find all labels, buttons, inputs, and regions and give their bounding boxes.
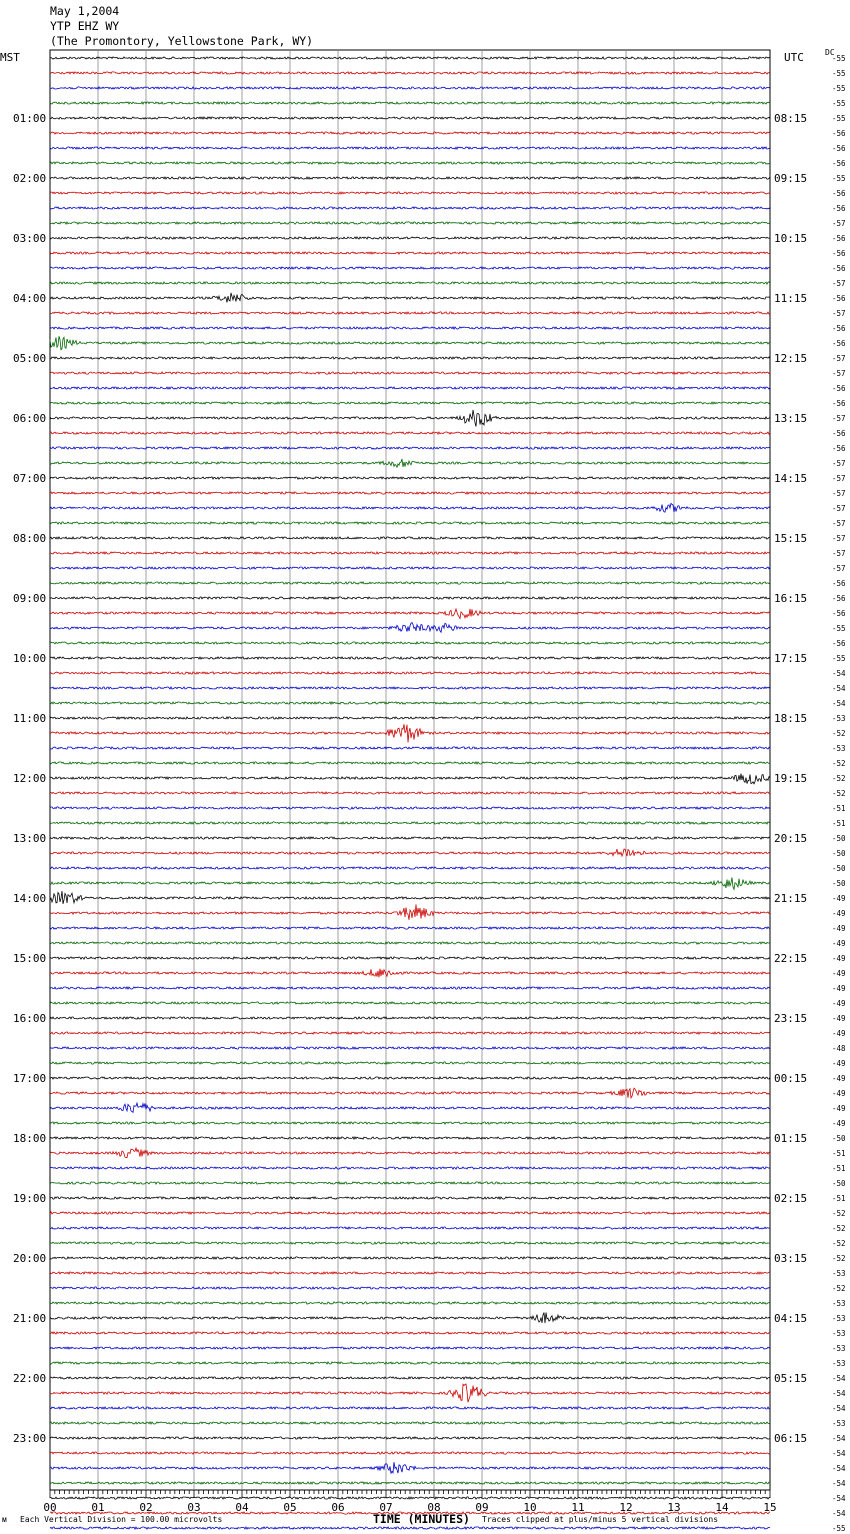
x-tick-label: 04 (235, 1501, 249, 1514)
dc-offset-label: -57 (832, 414, 846, 423)
trace-line (50, 102, 770, 104)
mst-hour-label: 11:00 (13, 712, 47, 725)
trace-line (50, 1257, 770, 1259)
trace-line (50, 1272, 770, 1274)
dc-offset-label: -55 (832, 1524, 846, 1533)
dc-offset-label: -56 (832, 609, 846, 618)
mst-hour-label: 21:00 (13, 1312, 47, 1325)
dc-offset-label: -53 (832, 1314, 846, 1323)
dc-offset-label: -54 (832, 1449, 846, 1458)
dc-offset-label: -56 (832, 294, 846, 303)
dc-offset-label: -49 (832, 1014, 846, 1023)
trace-line (50, 132, 770, 134)
dc-offset-label: -57 (832, 309, 846, 318)
utc-hour-label: 23:15 (774, 1012, 808, 1025)
footer-mark: ᴍ (2, 1515, 7, 1524)
dc-offset-label: -56 (832, 639, 846, 648)
trace-line (50, 1332, 770, 1334)
trace-line (50, 402, 770, 404)
utc-hour-label: 01:15 (774, 1132, 808, 1145)
trace-line (50, 252, 770, 254)
trace-line (50, 1462, 770, 1473)
trace-line (50, 1182, 770, 1184)
dc-offset-label: -54 (832, 1389, 846, 1398)
dc-offset-label: -56 (832, 204, 846, 213)
utc-hour-label: 18:15 (774, 712, 808, 725)
dc-offset-label: -54 (832, 1434, 846, 1443)
dc-offset-label: -52 (832, 759, 846, 768)
trace-line (50, 687, 770, 689)
trace-line (50, 372, 770, 374)
trace-line (50, 567, 770, 569)
dc-offset-label: -57 (832, 354, 846, 363)
trace-line (50, 357, 770, 359)
dc-offset-label: -54 (832, 1374, 846, 1383)
dc-offset-label: -56 (832, 159, 846, 168)
trace-line (50, 1437, 770, 1439)
trace-line (50, 1077, 770, 1079)
mst-hour-label: 05:00 (13, 352, 47, 365)
dc-offset-label: -53 (832, 1269, 846, 1278)
trace-line (50, 702, 770, 704)
utc-hour-label: 13:15 (774, 412, 808, 425)
dc-offset-label: -54 (832, 669, 846, 678)
dc-offset-label: -54 (832, 1494, 846, 1503)
trace-line (50, 1377, 770, 1379)
trace-line (50, 822, 770, 824)
utc-hour-label: 12:15 (774, 352, 808, 365)
trace-line (50, 792, 770, 794)
utc-hour-label: 22:15 (774, 952, 808, 965)
trace-line (50, 1122, 770, 1124)
trace-line (50, 192, 770, 194)
mst-hour-label: 16:00 (13, 1012, 47, 1025)
dc-offset-label: -52 (832, 1209, 846, 1218)
mst-hour-label: 01:00 (13, 112, 47, 125)
trace-line (50, 1313, 770, 1324)
dc-offset-label: -57 (832, 459, 846, 468)
trace-line (50, 582, 770, 584)
dc-offset-label: -49 (832, 969, 846, 978)
dc-offset-label: -55 (832, 69, 846, 78)
mst-label: MST (0, 51, 20, 64)
dc-offset-label: -54 (832, 1479, 846, 1488)
trace-line (50, 432, 770, 434)
trace-line (50, 623, 770, 633)
mst-hour-label: 19:00 (13, 1192, 47, 1205)
dc-offset-label: -57 (832, 489, 846, 498)
dc-offset-label: -55 (832, 174, 846, 183)
dc-offset-label: -49 (832, 1104, 846, 1113)
mst-hour-label: 23:00 (13, 1432, 47, 1445)
dc-offset-label: -49 (832, 1059, 846, 1068)
dc-offset-label: -51 (832, 1149, 846, 1158)
trace-line (50, 327, 770, 329)
trace-line (50, 267, 770, 269)
trace-line (50, 927, 770, 929)
trace-line (50, 957, 770, 959)
trace-line (50, 477, 770, 479)
trace-line (50, 774, 770, 784)
mst-hour-label: 22:00 (13, 1372, 47, 1385)
dc-offset-label: -52 (832, 1284, 846, 1293)
trace-line (50, 1137, 770, 1139)
x-tick-label: 11 (571, 1501, 585, 1514)
dc-offset-label: -49 (832, 939, 846, 948)
utc-hour-label: 15:15 (774, 532, 808, 545)
x-tick-label: 07 (379, 1501, 393, 1514)
dc-offset-label: -56 (832, 324, 846, 333)
trace-line (50, 1017, 770, 1019)
utc-hour-label: 04:15 (774, 1312, 808, 1325)
dc-offset-label: -48 (832, 1044, 846, 1053)
trace-line (50, 849, 770, 856)
dc-offset-label: -53 (832, 714, 846, 723)
mst-hour-label: 17:00 (13, 1072, 47, 1085)
trace-line (50, 1062, 770, 1064)
mst-hour-label: 12:00 (13, 772, 47, 785)
mst-hour-label: 07:00 (13, 472, 47, 485)
trace-line (50, 1148, 770, 1158)
dc-offset-label: -54 (832, 1509, 846, 1518)
x-tick-label: 02 (139, 1501, 153, 1514)
dc-offset-label: -53 (832, 1329, 846, 1338)
trace-line (50, 724, 770, 742)
dc-offset-label: -52 (832, 729, 846, 738)
trace-line (50, 942, 770, 944)
trace-line (50, 522, 770, 524)
trace-line (50, 1422, 770, 1424)
dc-offset-label: -57 (832, 219, 846, 228)
trace-line (50, 672, 770, 674)
dc-offset-label: -56 (832, 144, 846, 153)
dc-offset-label: -56 (832, 234, 846, 243)
dc-offset-label: -54 (832, 1404, 846, 1413)
trace-line (50, 1088, 770, 1098)
utc-hour-label: 16:15 (774, 592, 808, 605)
x-tick-label: 08 (427, 1501, 441, 1514)
dc-offset-label: -56 (832, 444, 846, 453)
trace-line (50, 552, 770, 554)
dc-offset-label: -55 (832, 54, 846, 63)
utc-hour-label: 05:15 (774, 1372, 808, 1385)
x-tick-label: 00 (43, 1501, 57, 1514)
mst-hour-label: 20:00 (13, 1252, 47, 1265)
trace-line (50, 1362, 770, 1364)
dc-offset-label: -52 (832, 1224, 846, 1233)
dc-offset-label: -52 (832, 1239, 846, 1248)
dc-offset-label: -50 (832, 1179, 846, 1188)
trace-line (50, 969, 770, 978)
trace-line (50, 57, 770, 59)
station-label: YTP EHZ WY (50, 19, 120, 33)
trace-line (50, 1287, 770, 1289)
dc-offset-label: -49 (832, 924, 846, 933)
dc-offset-label: -53 (832, 744, 846, 753)
dc-offset-label: -56 (832, 384, 846, 393)
location-label: (The Promontory, Yellowstone Park, WY) (50, 34, 314, 48)
utc-hour-label: 20:15 (774, 832, 808, 845)
utc-label: UTC (784, 51, 804, 64)
dc-offset-label: -54 (832, 699, 846, 708)
x-tick-label: 01 (91, 1501, 105, 1514)
trace-line (50, 237, 770, 239)
utc-hour-label: 06:15 (774, 1432, 808, 1445)
trace-line (50, 747, 770, 749)
trace-line (50, 1452, 770, 1454)
trace-line (50, 657, 770, 659)
trace-line (50, 1302, 770, 1304)
utc-hour-label: 10:15 (774, 232, 808, 245)
trace-line (50, 492, 770, 494)
dc-offset-label: -56 (832, 249, 846, 258)
dc-offset-label: -51 (832, 819, 846, 828)
utc-hour-label: 19:15 (774, 772, 808, 785)
mst-hour-label: 10:00 (13, 652, 47, 665)
dc-offset-label: -49 (832, 999, 846, 1008)
trace-line (50, 1227, 770, 1229)
trace-line (50, 609, 770, 619)
trace-line (50, 762, 770, 764)
mst-hour-label: 06:00 (13, 412, 47, 425)
dc-offset-label: -56 (832, 399, 846, 408)
dc-offset-label: -57 (832, 549, 846, 558)
utc-hour-label: 11:15 (774, 292, 808, 305)
dc-offset-label: -57 (832, 519, 846, 528)
trace-line (50, 222, 770, 224)
mst-hour-label: 08:00 (13, 532, 47, 545)
x-tick-label: 15 (763, 1501, 777, 1514)
dc-offset-label: -55 (832, 654, 846, 663)
trace-line (50, 1032, 770, 1034)
x-axis-label: TIME (MINUTES) (373, 1512, 470, 1526)
trace-line (50, 717, 770, 719)
trace-line (50, 878, 770, 890)
mst-hour-label: 13:00 (13, 832, 47, 845)
trace-line (50, 1497, 770, 1499)
clip-note: Traces clipped at plus/minus 5 vertical divisions (482, 1515, 719, 1524)
utc-hour-label: 03:15 (774, 1252, 808, 1265)
dc-offset-label: -56 (832, 594, 846, 603)
trace-line (50, 447, 770, 449)
trace-line (50, 1347, 770, 1349)
date-label: May 1,2004 (50, 4, 120, 18)
dc-offset-label: -49 (832, 1119, 846, 1128)
dc-offset-label: -50 (832, 1134, 846, 1143)
trace-line (50, 1167, 770, 1169)
trace-line (50, 72, 770, 74)
trace-line (50, 904, 770, 919)
trace-line (50, 387, 770, 389)
dc-offset-label: -51 (832, 1194, 846, 1203)
trace-line (50, 1212, 770, 1214)
trace-line (50, 410, 770, 427)
dc-offset-label: -57 (832, 474, 846, 483)
dc-offset-label: -49 (832, 1074, 846, 1083)
dc-offset-label: -55 (832, 624, 846, 633)
dc-offset-label: -52 (832, 789, 846, 798)
dc-offset-label: -49 (832, 1089, 846, 1098)
scale-note: Each Vertical Division = 100.00 microvolts (20, 1515, 223, 1524)
trace-line (50, 293, 770, 303)
dc-offset-label: -53 (832, 1419, 846, 1428)
dc-offset-label: -49 (832, 909, 846, 918)
trace-line (50, 1103, 770, 1112)
trace-line (50, 1384, 770, 1402)
dc-offset-label: -50 (832, 879, 846, 888)
dc-offset-label: -55 (832, 84, 846, 93)
dc-offset-label: -53 (832, 1359, 846, 1368)
trace-line (50, 117, 770, 119)
dc-offset-label: -56 (832, 189, 846, 198)
x-tick-label: 09 (475, 1501, 489, 1514)
x-tick-label: 13 (667, 1501, 681, 1514)
dc-offset-label: -50 (832, 849, 846, 858)
utc-hour-label: 08:15 (774, 112, 808, 125)
x-tick-label: 10 (523, 1501, 537, 1514)
utc-hour-label: 14:15 (774, 472, 808, 485)
utc-hour-label: 21:15 (774, 892, 808, 905)
trace-line (50, 597, 770, 599)
mst-hour-label: 03:00 (13, 232, 47, 245)
dc-offset-label: -51 (832, 1164, 846, 1173)
dc-offset-label: -50 (832, 864, 846, 873)
dc-label: DC (825, 48, 835, 57)
trace-line (50, 837, 770, 839)
dc-offset-label: -50 (832, 834, 846, 843)
dc-offset-label: -57 (832, 534, 846, 543)
trace-line (50, 503, 770, 512)
dc-offset-label: -56 (832, 264, 846, 273)
dc-offset-label: -53 (832, 1299, 846, 1308)
x-tick-label: 06 (331, 1501, 345, 1514)
dc-offset-label: -53 (832, 1344, 846, 1353)
trace-line (50, 312, 770, 314)
dc-offset-label: -49 (832, 1029, 846, 1038)
trace-line (50, 177, 770, 179)
mst-hour-label: 02:00 (13, 172, 47, 185)
trace-line (50, 537, 770, 539)
trace-line (50, 282, 770, 284)
dc-offset-label: -57 (832, 279, 846, 288)
x-tick-label: 14 (715, 1501, 729, 1514)
dc-offset-label: -49 (832, 894, 846, 903)
trace-line (50, 642, 770, 644)
trace-line (50, 207, 770, 209)
trace-line (50, 891, 770, 904)
mst-hour-label: 18:00 (13, 1132, 47, 1145)
dc-offset-label: -54 (832, 684, 846, 693)
dc-offset-label: -57 (832, 369, 846, 378)
trace-line (50, 1242, 770, 1244)
mst-hour-label: 15:00 (13, 952, 47, 965)
utc-hour-label: 17:15 (774, 652, 808, 665)
trace-line (50, 87, 770, 89)
x-tick-label: 05 (283, 1501, 297, 1514)
dc-offset-label: -51 (832, 804, 846, 813)
utc-hour-label: 02:15 (774, 1192, 808, 1205)
trace-line (50, 1002, 770, 1004)
dc-offset-label: -57 (832, 564, 846, 573)
mst-hour-label: 04:00 (13, 292, 47, 305)
trace-line (50, 807, 770, 809)
trace-line (50, 459, 770, 467)
trace-line (50, 1047, 770, 1049)
dc-offset-label: -55 (832, 99, 846, 108)
trace-line (50, 1482, 770, 1484)
trace-line (50, 162, 770, 164)
dc-offset-label: -55 (832, 114, 846, 123)
dc-offset-label: -56 (832, 339, 846, 348)
mst-hour-label: 09:00 (13, 592, 47, 605)
trace-line (50, 147, 770, 149)
dc-offset-label: -52 (832, 1254, 846, 1263)
mst-hour-label: 14:00 (13, 892, 47, 905)
x-tick-label: 03 (187, 1501, 201, 1514)
trace-line (50, 336, 770, 350)
trace-line (50, 867, 770, 869)
dc-offset-label: -49 (832, 954, 846, 963)
dc-offset-label: -57 (832, 504, 846, 513)
utc-hour-label: 00:15 (774, 1072, 808, 1085)
trace-line (50, 1527, 770, 1529)
dc-offset-label: -49 (832, 984, 846, 993)
dc-offset-label: -56 (832, 429, 846, 438)
dc-offset-label: -56 (832, 129, 846, 138)
trace-line (50, 987, 770, 989)
dc-offset-label: -54 (832, 1464, 846, 1473)
x-tick-label: 12 (619, 1501, 633, 1514)
dc-offset-label: -56 (832, 579, 846, 588)
utc-hour-label: 09:15 (774, 172, 808, 185)
dc-offset-label: -52 (832, 774, 846, 783)
trace-line (50, 1407, 770, 1409)
trace-line (50, 1197, 770, 1199)
